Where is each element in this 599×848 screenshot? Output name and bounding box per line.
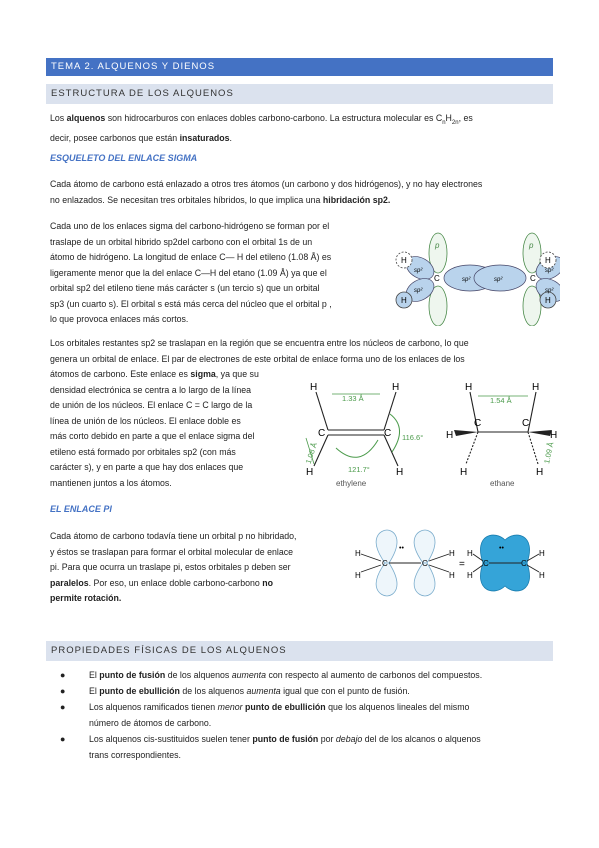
list-item [60,684,540,700]
text-line: Cada átomo de carbono todavía tiene un orbital p no hibridado, [50,531,297,541]
c-atom: C [384,428,392,439]
text-bold: insaturados [179,133,230,144]
c-atom: C [522,418,530,429]
c-atom: C [474,418,482,429]
c-atom: C [382,559,388,568]
subscript: n [442,119,446,126]
text: de los alquenos [179,686,247,696]
text-line: genera un orbital de enlace. El par de electrones de este orbital de enlace forma uno de los enlaces de los [50,353,465,364]
intro-paragraph [50,111,550,147]
h-label: H [545,256,551,265]
sp2-orbital-figure [390,226,560,326]
sp2-label: sp² [462,277,471,283]
text: El [89,686,100,696]
bullet-icon: ● [60,702,66,712]
sp2-label: sp² [545,288,554,294]
text: . [229,133,232,144]
c-atom: C [422,559,428,568]
text: , es [458,113,473,123]
sp2-label: sp² [494,277,503,283]
text: trans correspondientes. [89,749,181,760]
text-bold: punto de ebullición [245,702,326,712]
h-atom: H [355,571,361,580]
h-atom: H [396,467,404,478]
chapter-title: TEMA 2. ALQUENOS Y DIENOS [51,61,216,72]
text-line: Los orbitales restantes sp2 se traslapan en la región que se encuentra entre los núcleos de carbono, lo que [50,338,469,348]
text: H [445,113,452,123]
list-item [60,732,540,763]
p-label: p [529,241,534,250]
h-atom: H [446,430,454,441]
text: que los alquenos lineales del mismo [325,702,470,712]
text: decir, posee carbonos que están [50,133,180,144]
electron-pair: •• [499,545,504,552]
text-bold: hibridación sp2. [322,194,391,205]
c-label: C [530,274,536,283]
h-atom: H [449,571,455,580]
text-line: de unión de los núcleos. El enlace C = C largo de la [50,400,253,410]
h-atom: H [449,549,455,558]
cc-length-ethane: 1.54 Å [490,396,512,405]
text: Los [50,113,67,123]
pi-orbital-combined [467,535,545,591]
ethylene-structure [304,382,424,488]
ch-length-ethylene: 1.08 Å [303,441,319,465]
sp2-label: sp² [414,268,423,274]
text-bold: punto de ebullición [99,686,180,696]
pi-paragraph [50,529,355,607]
h-atom: H [467,549,473,558]
chapter-title-bar [46,58,553,76]
h-atom: H [355,549,361,558]
text-line: traslape de un orbital hibrido sp2del carbono con el orbital 1s de un [50,236,313,247]
bullet-icon: ● [60,734,66,744]
text: de los alquenos [165,670,232,680]
text: del de los alcanos o alquenos [362,734,481,744]
c-label: C [434,274,440,283]
text: Los alquenos ramificados tienen [89,702,218,712]
list-item-text [60,732,540,763]
text: Los alquenos cis-sustituidos suelen tener [89,734,253,744]
list-item-text [60,700,540,731]
cc-length-ethylene: 1.33 Å [342,394,364,403]
sigma-paragraph-2 [50,219,385,328]
text-italic: aumenta [231,670,266,680]
text: átomos de carbono. Este enlace es [50,369,191,379]
text: El [89,670,100,680]
h-atom: H [460,467,468,478]
ethane-label: ethane [490,479,515,488]
text-line: línea de unión de los núcleos. El enlace doble es [50,415,241,426]
text-line: lo que provoca enlaces más cortos. [50,314,189,324]
section-title-structure: ESTRUCTURA DE LOS ALQUENOS [51,88,234,99]
ethane-structure [446,382,557,488]
text: son hidrocarburos con enlaces dobles carbono-carbono. La estructura molecular es C [105,113,443,123]
bullet-icon: ● [60,670,66,680]
list-item [60,700,540,731]
text: número de átomos de carbono. [89,717,212,728]
text-italic: debajo [335,734,363,744]
text-bold: alquenos [66,113,106,123]
text-bold: punto de fusión [99,670,166,680]
bond-length-figure [300,378,560,488]
text-line: etileno está formado por orbitales sp2 (con más [50,446,236,457]
pi-orbitals-separate [355,530,455,596]
h-atom: H [392,382,400,393]
text-line: densidad electrónica se centra a lo largo de la línea [50,384,251,395]
h-label: H [401,296,407,305]
text-line: orbital sp2 del etileno tiene más carácter s (un tercio s) que un orbital [50,283,320,293]
sigma-paragraph-1 [50,177,555,208]
text-line: Cada uno de los enlaces sigma del carbono-hidrógeno se forman por el [50,221,330,231]
h-atom: H [532,382,540,393]
electron-pair: •• [399,545,404,552]
h-atom: H [550,430,558,441]
text-line: átomo de hidrógeno. La longitud de enlace C— H del etileno (1.08 Å) es [50,252,332,262]
angle-label: 116.6° [402,433,424,442]
bullet-icon: ● [60,686,66,696]
text: Cada átomo de carbono está enlazado a otros tres átomos (un carbono y dos hidrógenos), y no hay electrones [50,179,483,189]
section-title-bar [46,84,553,104]
c-atom: C [521,559,527,568]
text-line: sp3 (un cuarto s). El orbital s está más cerca del núcleo que el orbital p , [50,298,332,309]
text: por [318,734,336,744]
c-atom: C [318,428,326,439]
text-bold: sigma [190,369,216,379]
text: , ya que su [215,369,259,379]
sp2-label: sp² [545,268,554,274]
text-line: y éstos se traslapan para formar el orbital molecular de enlace [50,546,294,557]
h-atom: H [467,571,473,580]
equals-sign: = [459,559,465,570]
angle-label: 121.7° [348,465,370,474]
text-italic: aumenta [246,686,281,696]
text-bold: no [262,577,274,588]
ethylene-label: ethylene [336,479,367,488]
h-atom: H [539,549,545,558]
text: igual que con el punto de fusión. [280,686,410,696]
list-item-text [60,668,540,684]
text-line: más corto debido en parte a que el enlace sigma del [50,431,255,441]
text-line: ligeramente menor que la del enlace C—H del etano (1.09 Å) ya que el [50,267,327,278]
text-line: mantienen juntos a los átomos. [50,477,172,488]
text-italic: menor [217,702,243,712]
c-atom: C [483,559,489,568]
h-label: H [401,256,407,265]
sp2-label: sp² [414,288,423,294]
text: con respecto al aumento de carbonos del compuestos. [266,670,483,680]
text-bold: paralelos [50,577,89,588]
h-atom: H [306,467,314,478]
text: no enlazados. Se necesitan tres orbitales híbridos, lo que implica una [50,194,323,205]
h-atom: H [536,467,544,478]
pi-bond-figure [355,528,555,598]
h-atom: H [465,382,473,393]
h-atom: H [539,571,545,580]
section-title-bar [46,641,553,661]
text: . Por eso, un enlace doble carbono-carbono [88,577,263,588]
subheading-sigma: ESQUELETO DEL ENLACE SIGMA [50,153,198,163]
text-line: carácter s), y en parte a que hay dos enlaces que [50,462,244,472]
subheading-pi: EL ENLACE PI [50,504,112,514]
subscript: 2n [451,119,459,126]
list-item-text [60,684,540,700]
section-title-properties: PROPIEDADES FÍSICAS DE LOS ALQUENOS [51,645,287,656]
ch-length-ethane: 1.09 Å [542,441,556,465]
text-line: pi. Para que ocurra un traslape pi, estos orbitales p deben ser [50,562,291,572]
text-bold: permite rotación. [50,593,122,603]
h-label: H [545,296,551,305]
list-item [60,668,540,684]
p-label: p [435,241,440,250]
h-atom: H [310,382,318,393]
text-bold: punto de fusión [252,734,319,744]
